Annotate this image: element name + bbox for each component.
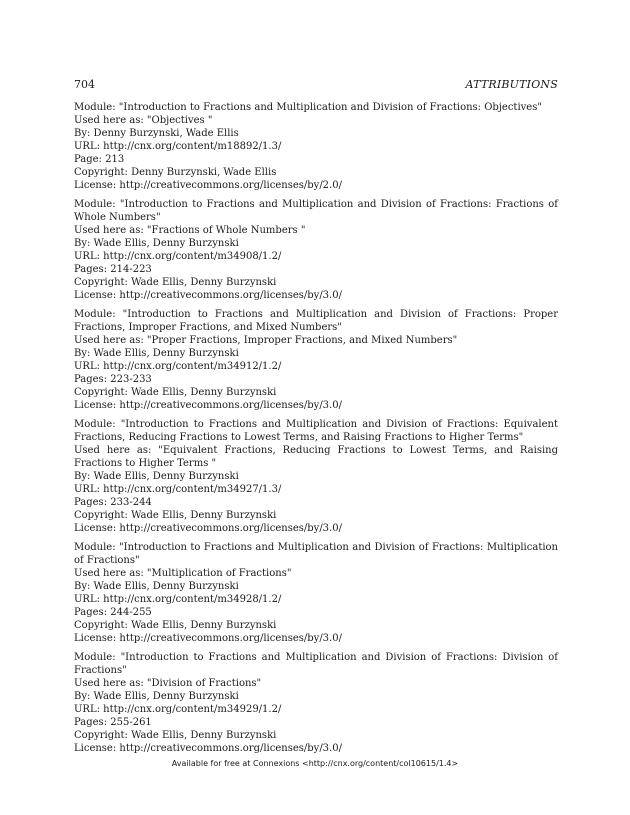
module-line: Module: "Introduction to Fractions and Multiplication and Division of Fractions: Equivalent Fractions, Reducing Fractions to Lowest Terms, and Raising Fractions to Higher Terms": [74, 419, 558, 443]
url-line: URL: http://cnx.org/content/m34908/1.2/: [74, 251, 282, 262]
attribution-entry: [74, 651, 558, 755]
authors-line: By: Wade Ellis, Denny Burzynski: [74, 348, 239, 359]
authors-line: By: Denny Burzynski, Wade Ellis: [74, 128, 239, 139]
attributions-list: [74, 101, 558, 761]
page-header: [74, 78, 558, 92]
license-line: License: http://creativecommons.org/licenses/by/3.0/: [74, 400, 342, 411]
attribution-entry: [74, 308, 558, 412]
license-line: License: http://creativecommons.org/licenses/by/3.0/: [74, 290, 342, 301]
url-line: URL: http://cnx.org/content/m34927/1.3/: [74, 484, 282, 495]
authors-line: By: Wade Ellis, Denny Burzynski: [74, 238, 239, 249]
url-line: URL: http://cnx.org/content/m34912/1.2/: [74, 361, 282, 372]
used-as-line: Used here as: "Multiplication of Fractions": [74, 568, 292, 579]
pages-line: Pages: 223-233: [74, 374, 152, 385]
used-as-line: Used here as: "Fractions of Whole Numbers ": [74, 225, 306, 236]
license-line: License: http://creativecommons.org/licenses/by/3.0/: [74, 743, 342, 754]
section-title: ATTRIBUTIONS: [465, 78, 558, 91]
attribution-entry: [74, 418, 558, 535]
module-line: Module: "Introduction to Fractions and Multiplication and Division of Fractions: Objectives": [74, 102, 542, 113]
used-as-line: Used here as: "Proper Fractions, Improper Fractions, and Mixed Numbers": [74, 335, 458, 346]
module-line: Module: "Introduction to Fractions and Multiplication and Division of Fractions: Fractions of Whole Numbers": [74, 199, 558, 223]
page-number: 704: [74, 78, 95, 91]
module-line: Module: "Introduction to Fractions and Multiplication and Division of Fractions: Proper Fractions, Improper Fractions, and Mixed Numbers": [74, 309, 558, 333]
url-line: URL: http://cnx.org/content/m18892/1.3/: [74, 141, 282, 152]
url-line: URL: http://cnx.org/content/m34928/1.2/: [74, 594, 282, 605]
pages-line: Pages: 214-223: [74, 264, 152, 275]
pages-line: Pages: 255-261: [74, 717, 152, 728]
attribution-entry: [74, 541, 558, 645]
license-line: License: http://creativecommons.org/licenses/by/2.0/: [74, 180, 342, 191]
used-as-line: Used here as: "Equivalent Fractions, Reducing Fractions to Lowest Terms, and Raising Fractions to Higher Terms ": [74, 445, 558, 469]
pages-line: Pages: 233-244: [74, 497, 152, 508]
attribution-entry: [74, 198, 558, 302]
page-footer: Available for free at Connexions <http://cnx.org/content/col10615/1.4>: [171, 759, 459, 768]
copyright-line: Copyright: Wade Ellis, Denny Burzynski: [74, 277, 277, 288]
copyright-line: Copyright: Wade Ellis, Denny Burzynski: [74, 620, 277, 631]
attribution-entry: [74, 101, 558, 192]
pages-line: Page: 213: [74, 154, 125, 165]
authors-line: By: Wade Ellis, Denny Burzynski: [74, 581, 239, 592]
authors-line: By: Wade Ellis, Denny Burzynski: [74, 691, 239, 702]
copyright-line: Copyright: Wade Ellis, Denny Burzynski: [74, 510, 277, 521]
used-as-line: Used here as: "Objectives ": [74, 115, 213, 126]
copyright-line: Copyright: Denny Burzynski, Wade Ellis: [74, 167, 277, 178]
license-line: License: http://creativecommons.org/licenses/by/3.0/: [74, 633, 342, 644]
used-as-line: Used here as: "Division of Fractions": [74, 678, 262, 689]
copyright-line: Copyright: Wade Ellis, Denny Burzynski: [74, 387, 277, 398]
pages-line: Pages: 244-255: [74, 607, 152, 618]
url-line: URL: http://cnx.org/content/m34929/1.2/: [74, 704, 282, 715]
copyright-line: Copyright: Wade Ellis, Denny Burzynski: [74, 730, 277, 741]
license-line: License: http://creativecommons.org/licenses/by/3.0/: [74, 523, 342, 534]
module-line: Module: "Introduction to Fractions and Multiplication and Division of Fractions: Multiplication of Fractions": [74, 542, 558, 566]
authors-line: By: Wade Ellis, Denny Burzynski: [74, 471, 239, 482]
module-line: Module: "Introduction to Fractions and Multiplication and Division of Fractions: Division of Fractions": [74, 652, 558, 676]
